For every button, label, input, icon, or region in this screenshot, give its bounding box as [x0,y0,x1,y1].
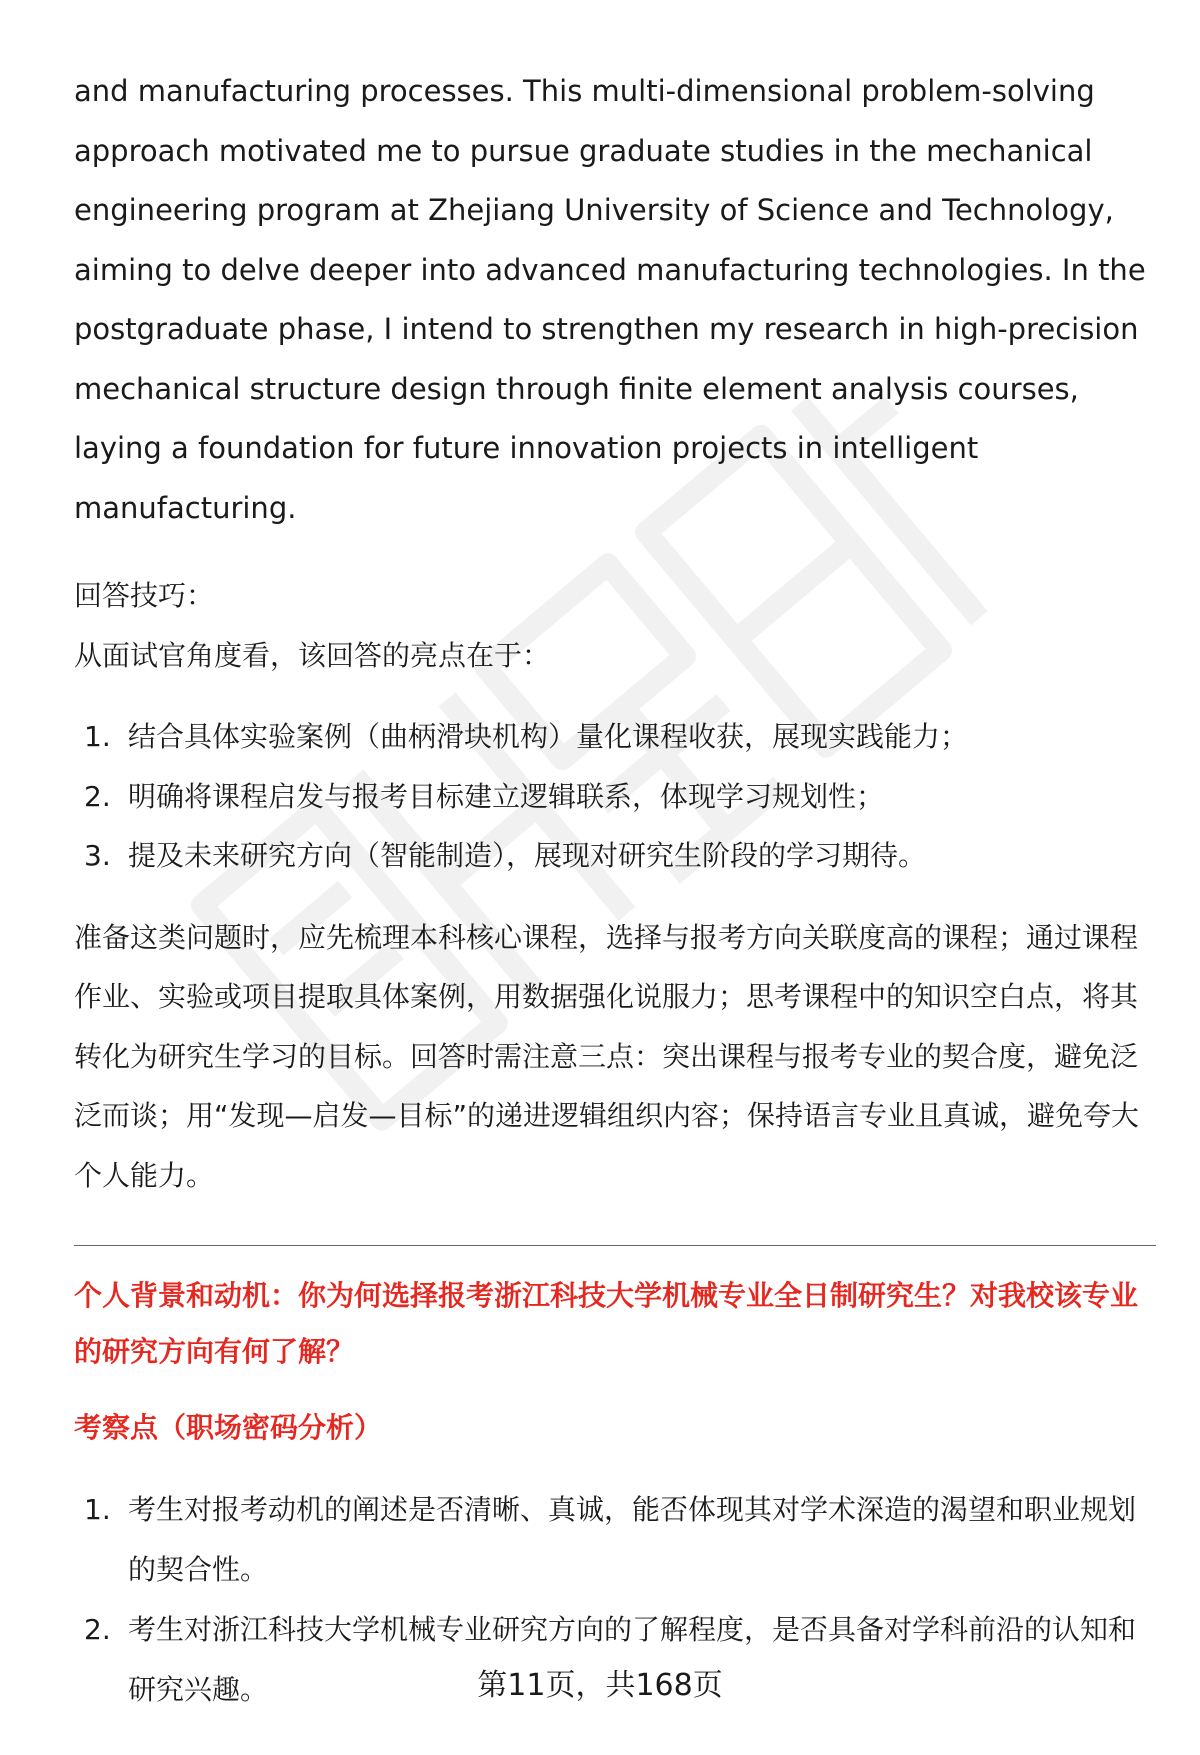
list-item [74,707,1156,767]
list-item-text: 结合具体实验案例（曲柄滑块机构）量化课程收获，展现实践能力； [128,720,969,753]
list-item [74,767,1156,827]
list-number: 1. [84,1493,111,1526]
english-answer-paragraph: and manufacturing processes. This multi-dimensional problem-solving approach motivated me to pursue graduate studies in the mechanical engineering program at Zhejiang University of Science and Technology, aiming to delve deeper into advanced manufacturing technologies. In the postgraduate phase, I intend to strengthen my research in high-precision mechanical structure design through finite element analysis courses, laying a foundation for future innovation projects in intelligent manufacturing. [74,74,1146,525]
page-content [74,62,1156,1720]
preparation-paragraph: 准备这类问题时，应先梳理本科核心课程，选择与报考方向关联度高的课程；通过课程作业、实验或项目提取具体案例，用数据强化说服力；思考课程中的知识空白点，将其转化为研究生学习的目标。回答时需注意三点：突出课程与报考专业的契合度，避免泛泛而谈；用“发现—启发—目标”的递进逻辑组织内容；保持语言专业且真诚，避免夸大个人能力。 [74,920,1140,1192]
exam-points-heading: 考察点（职场密码分析） [74,1411,383,1444]
list-item [74,826,1156,886]
list-number: 1. [84,720,111,753]
list-item-text: 考生对报考动机的阐述是否清晰、真诚，能否体现其对学术深造的渴望和职业规划的契合性。 [128,1493,1137,1586]
list-item-text: 考生对浙江科技大学机械专业研究方向的了解程度，是否具备对学科前沿的认知和研究兴趣。 [128,1613,1137,1706]
interview-question: 个人背景和动机：你为何选择报考浙江科技大学机械专业全日制研究生？对我校该专业的研究方向有何了解？ [74,1279,1139,1368]
tips-intro: 从面试官角度看，该回答的亮点在于： [74,638,551,672]
list-item-text: 明确将课程启发与报考目标建立逻辑联系，体现学习规划性； [128,779,885,813]
highlights-list [74,707,1156,886]
section-divider [74,1245,1156,1246]
page-number-footer: 第11页，共168页 [477,1668,723,1703]
tips-heading: 回答技巧： [74,579,215,612]
list-item-text: 提及未来研究方向（智能制造），展现对研究生阶段的学习期待。 [128,839,927,872]
list-number: 3. [84,839,111,872]
list-number: 2. [84,1613,111,1646]
list-number: 2. [84,779,111,813]
list-item [74,1480,1156,1600]
